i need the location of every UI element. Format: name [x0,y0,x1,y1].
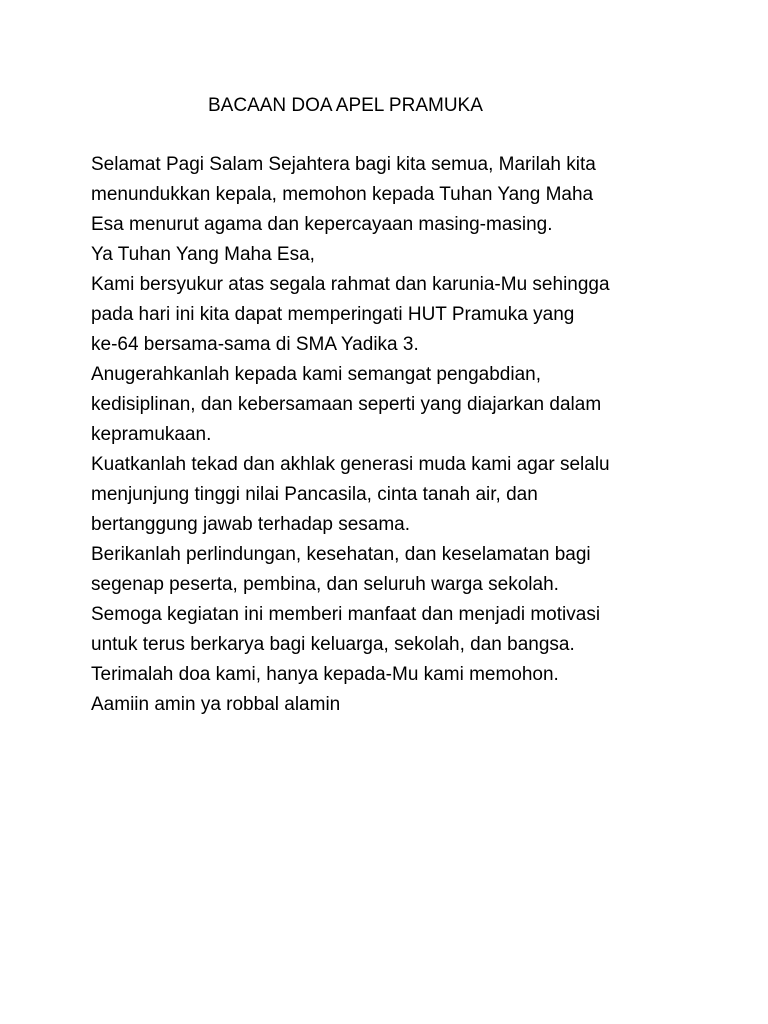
text-line: untuk terus berkarya bagi keluarga, sekolah, dan bangsa. [91,634,575,655]
text-line: menjunjung tinggi nilai Pancasila, cinta tanah air, dan [91,484,538,505]
text-line: pada hari ini kita dapat memperingati HUT Pramuka yang [91,304,575,325]
text-line: Selamat Pagi Salam Sejahtera bagi kita semua, Marilah kita [91,154,596,175]
text-line: kepramukaan. [91,424,212,445]
text-line: menundukkan kepala, memohon kepada Tuhan Yang Maha [91,184,594,205]
text-line: segenap peserta, pembina, dan seluruh warga sekolah. [91,574,559,595]
text-line: Ya Tuhan Yang Maha Esa, [91,244,315,265]
text-line: Semoga kegiatan ini memberi manfaat dan menjadi motivasi [91,604,601,625]
text-line: Aamiin amin ya robbal alamin [91,694,341,715]
text-line: Esa menurut agama dan kepercayaan masing-masing. [91,214,553,235]
text-line: bertanggung jawab terhadap sesama. [91,514,411,535]
prayer-text [91,150,741,720]
text-line: ke-64 bersama-sama di SMA Yadika 3. [91,334,419,355]
text-line: Kuatkanlah tekad dan akhlak generasi muda kami agar selalu [91,454,610,475]
text-line: Berikanlah perlindungan, kesehatan, dan keselamatan bagi [91,544,591,565]
document-title: BACAAN DOA APEL PRAMUKA [208,95,483,116]
text-line: Anugerahkanlah kepada kami semangat pengabdian, [91,364,541,385]
text-line: Terimalah doa kami, hanya kepada-Mu kami memohon. [91,664,559,685]
text-line: Kami bersyukur atas segala rahmat dan karunia-Mu sehingga [91,274,610,295]
text-line: kedisiplinan, dan kebersamaan seperti yang diajarkan dalam [91,394,602,415]
